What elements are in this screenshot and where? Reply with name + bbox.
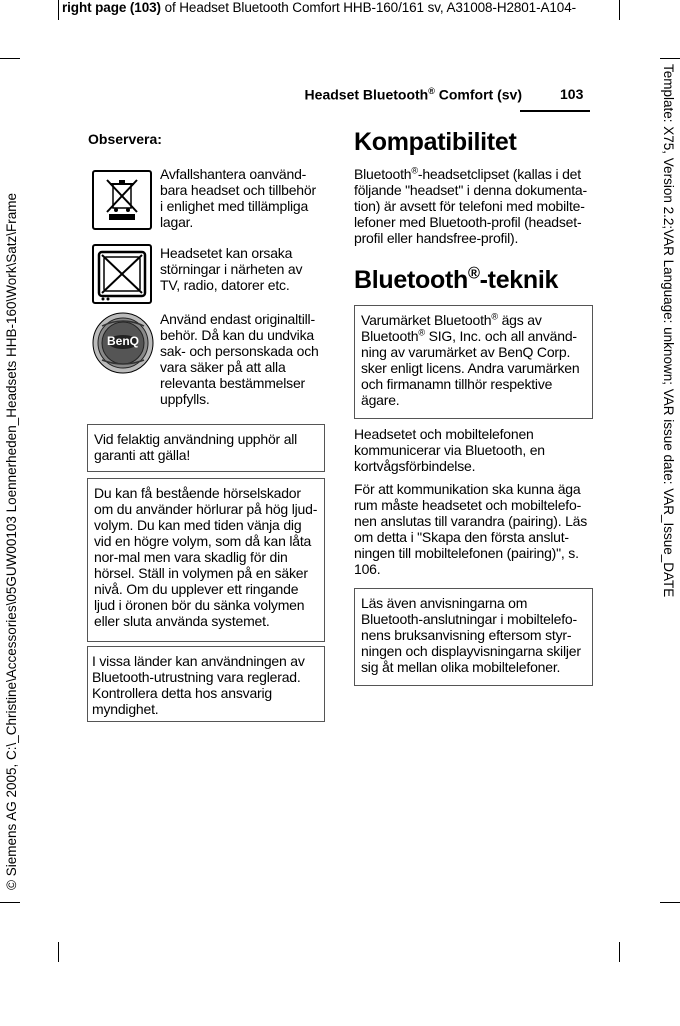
bluetooth-paragraph-1: Headsetet och mobiltelefonen kommunicerar via Bluetooth, en kortvågsförbindelse.	[354, 426, 545, 474]
left-margin-text: © Siemens AG 2005, C:\_Christine\Accessories\05GUW00103 Loennerheden_Headsets HHB-160\Work\Satz\Frame	[4, 192, 19, 890]
trademark-box: Varumärket Bluetooth® ägs av Bluetooth® SIG, Inc. och all använd-ning av varumärket av BenQ Corp. sker enligt licens. Andra varumärken och firmanamn tillhör respektive ägare.	[354, 305, 593, 419]
crop-mark	[619, 0, 620, 20]
header-rule	[520, 110, 590, 112]
crop-mark	[58, 942, 59, 962]
pairing-note-box: Läs även anvisningarna om Bluetooth-anslutningar i mobiltelefo-nens bruksanvisning eftersom styr-ningen och displayvisningarna skiljer sig åt mellan olika mobiltelefoner.	[354, 588, 593, 686]
bluetooth-paragraph-2: För att kommunikation ska kunna äga rum måste headsetet och mobiltelefo-nen anslutas till varandra (pairing). Läs om detta i "Skapa den första anslut-ningen till mobiltelefonen (pairing)", s. 106.	[354, 481, 588, 577]
benq-seal-icon	[92, 312, 154, 374]
crossed-bin-icon	[92, 170, 152, 230]
accessories-text: Använd endast originaltill-behör. Då kan du undvika sak- och personskada och vara säker på att alla relevanta bestämmelser uppfylls.	[160, 311, 319, 407]
crop-mark	[660, 58, 680, 59]
kompatibilitet-heading: Kompatibilitet	[354, 128, 517, 156]
page-number: 103	[560, 86, 584, 102]
bluetooth-teknik-heading: Bluetooth®-teknik	[354, 264, 559, 294]
running-header: Headset Bluetooth® Comfort (sv)	[304, 86, 522, 103]
regulation-box: I vissa länder kan användningen av Bluetooth-utrustning vara reglerad. Kontrollera detta hos ansvarig myndighet.	[87, 646, 325, 722]
crop-mark	[0, 902, 20, 903]
right-margin-text: Template: X75, Version 2.2;VAR Language: unknown; VAR issue date: VAR_Issue_DATE	[661, 64, 676, 598]
kompatibilitet-paragraph: Bluetooth®-headsetclipset (kallas i det följande "headset" i denna dokumenta-tion) är avsett för telefoni med mobilte-lefoner med Bluetooth-profil (headset-profil eller handsfree-profil).	[354, 165, 587, 246]
warranty-box: Vid felaktig användning upphör all garanti att gälla!	[87, 424, 325, 472]
disposal-text: Avfallshantera oanvänd-bara headset och tillbehör i enlighet med tillämpliga lagar.	[160, 166, 316, 230]
hearing-warning-box: Du kan få bestående hörselskador om du använder hörlurar på hög ljud-volym. Du kan med tiden vänja dig vid en högre volym, som då kan låta nor-mal men vara skadlig för din hörsel. Ställ in volymen på en säker nivå. Om du upplever ett ringande ljud i öronen bör du sänka volymen eller sluta använda systemet.	[87, 478, 325, 642]
top-margin-text: right page (103) of Headset Bluetooth Comfort HHB-160/161 sv, A31008-H2801-A104-	[62, 0, 577, 15]
crop-mark	[619, 942, 620, 962]
observera-heading: Observera:	[88, 131, 162, 147]
interference-text: Headsetet kan orsaka störningar i närheten av TV, radio, datorer etc.	[160, 245, 303, 293]
crop-mark	[58, 0, 59, 20]
benq-seal-label: BenQ	[106, 334, 139, 348]
crossed-tv-icon	[92, 244, 152, 304]
